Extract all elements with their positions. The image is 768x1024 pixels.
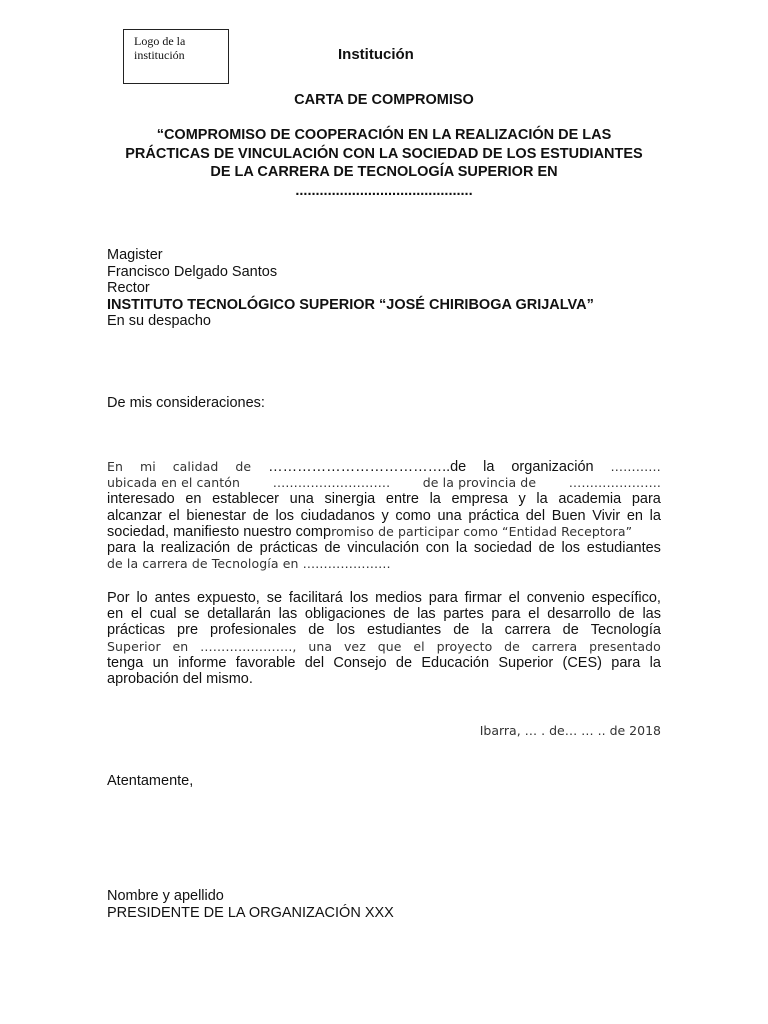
paragraph-1-line-4 [107, 508, 661, 524]
word: Superior [498, 654, 554, 671]
word: obligaciones [304, 606, 386, 623]
word: del [304, 654, 325, 671]
word: bienestar [186, 507, 247, 524]
word: con [425, 540, 450, 557]
word: para [428, 590, 458, 606]
word: proyecto [436, 638, 493, 654]
p1-l2-w1: ………………………. [272, 475, 391, 491]
word: una [289, 491, 314, 508]
paragraph-2-line-3 [107, 622, 661, 638]
addressee-institute: INSTITUTO TECNOLÓGICO SUPERIOR “JOSÉ CHIRIBOGA GRIJALVA” [107, 296, 594, 313]
word: y [518, 491, 526, 508]
p1-l1-w0: En [107, 459, 124, 474]
word: la [429, 491, 441, 508]
word: de [453, 622, 470, 639]
word: se [266, 590, 283, 606]
word: Buen [551, 507, 586, 524]
commitment-heading-line1: “COMPROMISO DE COOPERACIÓN EN LA REALIZACIÓN DE LAS [156, 127, 612, 143]
word: de [618, 606, 635, 623]
p1-l2-w3: …………………. [568, 475, 661, 491]
logo-placeholder [123, 29, 229, 84]
word: partes [443, 606, 484, 623]
word: Superior [107, 638, 161, 654]
word: expuesto, [196, 590, 260, 606]
p1-l1-w4: ………………………………..de [268, 459, 467, 475]
paragraph-1 [107, 459, 661, 572]
paragraph-1-line-6 [107, 540, 661, 556]
addressee-name: Francisco Delgado Santos [107, 263, 278, 280]
word: de [538, 540, 555, 557]
addressee-position: Rector [107, 280, 150, 296]
paragraph-2-line-5 [107, 655, 661, 671]
addressee-block [107, 247, 594, 330]
paragraph-2-line-4 [107, 639, 661, 655]
word: como [395, 507, 431, 524]
p1-l2-w0: ubicada en el cantón [107, 475, 241, 491]
word: para [491, 606, 521, 623]
word: facilitará [288, 590, 343, 606]
word: de [324, 540, 341, 557]
word: de [393, 606, 410, 623]
word: los [561, 540, 581, 557]
addressee-office: En su despacho [107, 313, 211, 329]
word: en [172, 638, 189, 654]
word: el [528, 606, 540, 623]
word: pre [177, 622, 199, 639]
institution-title: Institución [338, 46, 414, 63]
word: las [642, 606, 661, 623]
word: cual [149, 606, 177, 623]
p1-l5-b: romiso de participar como “Entidad Receptora” [331, 523, 633, 539]
word: un [152, 654, 169, 671]
commitment-heading-line3: DE LA CARRERA DE TECNOLOGÍA SUPERIOR EN [210, 164, 558, 180]
word: Educación [421, 654, 490, 671]
word: la [649, 654, 661, 671]
logo-label-line1: Logo de la [134, 34, 186, 48]
word: favorable [235, 654, 296, 671]
word: la [455, 540, 468, 557]
word: los [349, 590, 369, 606]
p1-l1-w5: la [483, 459, 495, 475]
word: específico, [591, 590, 661, 606]
word: convenio [526, 590, 585, 606]
word: Tecnología [590, 622, 661, 639]
p1-l5-a: sociedad, manifiesto nuestro comp [107, 523, 332, 540]
paragraph-2 [107, 590, 661, 687]
word: del [525, 507, 546, 524]
word: el [130, 606, 143, 623]
word: las [278, 606, 298, 623]
word: una [437, 507, 462, 524]
word: medios [375, 590, 422, 606]
word: vez [343, 638, 366, 654]
word: el [413, 638, 425, 654]
word: entre [385, 491, 419, 508]
word: una [308, 638, 333, 654]
paragraph-2-line-2 [107, 606, 661, 622]
word: la [481, 622, 493, 639]
addressee-degree: Magister [107, 247, 163, 263]
word: para [611, 654, 641, 671]
word: que [377, 638, 402, 654]
commitment-heading-line2: PRÁCTICAS DE VINCULACIÓN CON LA SOCIEDAD DE LOS ESTUDIANTES [125, 145, 643, 162]
word: academia [558, 491, 622, 508]
document-title: CARTA DE COMPROMISO [294, 92, 474, 108]
word: el [168, 507, 180, 524]
word: vinculación [347, 540, 420, 557]
word: lo [136, 590, 148, 606]
word: los [336, 622, 355, 639]
word: se [184, 606, 200, 623]
word: prácticas [107, 622, 166, 639]
word: carrera [504, 622, 551, 639]
commitment-heading-line4: ............................................ [295, 182, 473, 199]
word: de [236, 540, 253, 557]
word: los [275, 507, 295, 524]
word: de [562, 622, 579, 639]
p1-l2-w2: de la provincia de [422, 475, 537, 491]
word: sinergia [324, 491, 376, 508]
word: ciudadanos [300, 507, 375, 524]
word: de [252, 507, 269, 524]
word: la [649, 507, 661, 524]
p1-l1-w6: organización [511, 459, 594, 475]
word: la [536, 491, 548, 508]
word: en [626, 507, 643, 524]
word: Consejo [333, 654, 387, 671]
word: y [381, 507, 389, 524]
date-line: Ibarra, … . de… … .. de 2018 [479, 723, 661, 738]
paragraph-1-line-7: de la carrera de Tecnología en ………………… [107, 556, 391, 572]
signature-name-label: Nombre y apellido [107, 888, 224, 904]
word: las [417, 606, 436, 623]
greeting: De mis consideraciones: [107, 395, 265, 411]
word: la [142, 540, 155, 557]
paragraph-1-line-5 [107, 524, 661, 540]
paragraph-1-line-3 [107, 491, 661, 507]
word: establecer [212, 491, 280, 508]
word: prácticas [259, 540, 318, 557]
word: de [395, 654, 413, 671]
signature-role: PRESIDENTE DE LA ORGANIZACIÓN XXX [107, 904, 394, 921]
word: de [504, 638, 520, 654]
paragraph-2-line-1 [107, 590, 661, 606]
word: en [185, 491, 202, 508]
word: antes [154, 590, 191, 606]
word: estudiantes [586, 540, 661, 557]
word: en [107, 606, 124, 623]
word: firmar [464, 590, 502, 606]
word: práctica [468, 507, 520, 524]
word: interesado [107, 491, 175, 508]
word: (CES) [562, 654, 602, 671]
word: realización [160, 540, 231, 557]
commitment-heading [100, 126, 668, 200]
signature-block [107, 888, 394, 921]
word: para [631, 491, 661, 508]
word: presentado [589, 638, 661, 654]
word: empresa [451, 491, 508, 508]
paragraph-1-line-2 [107, 475, 661, 491]
word: Vivir [592, 507, 621, 524]
word: carrera [531, 638, 578, 654]
logo-label-line2: institución [134, 48, 185, 62]
word: tenga [107, 654, 144, 671]
word: Por [107, 590, 130, 606]
word: desarrollo [547, 606, 611, 623]
word: sociedad [473, 540, 532, 557]
p1-l1-w2: calidad [172, 459, 219, 474]
p1-l1-w3: de [235, 459, 252, 474]
closing: Atentamente, [107, 773, 194, 789]
word: el [508, 590, 520, 606]
word: estudiantes [367, 622, 442, 639]
paragraph-1-line-1 [107, 459, 661, 475]
word: detallarán [207, 606, 271, 623]
word: de [308, 622, 325, 639]
p1-l1-w1: mi [139, 459, 156, 474]
p1-l1-w7: ………… [610, 459, 661, 474]
word: alcanzar [107, 507, 162, 524]
word: para [107, 540, 137, 557]
word: …………………., [200, 638, 297, 654]
paragraph-2-line-6: aprobación del mismo. [107, 671, 253, 688]
word: informe [178, 654, 227, 671]
word: profesionales [210, 622, 297, 639]
